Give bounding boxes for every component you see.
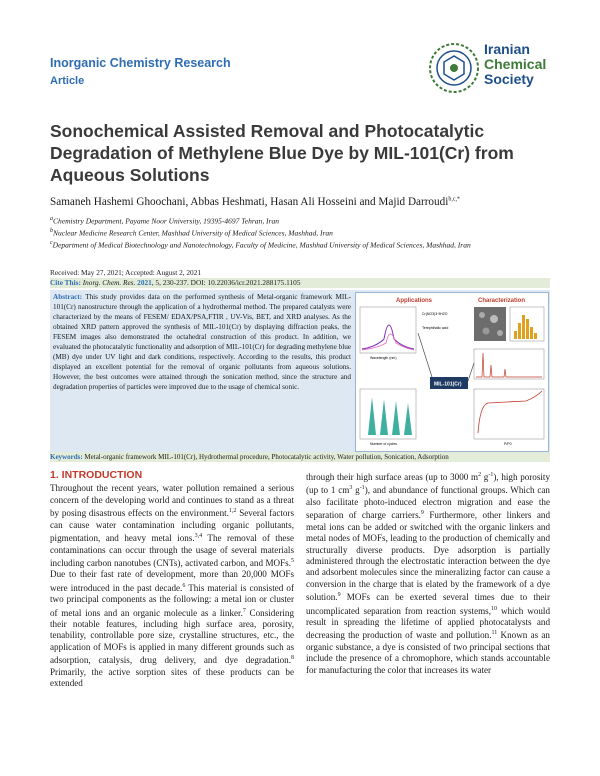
body-text: Furthermore, other linkers and metal ions can be added or switched with the organic linkers and metal nodes of MOFs, leading to the production of chemically and structurally diverse products. Dye adsorption is partially administered through the electrostatic interaction between the dye and adsorbent molecules since the mineralizing factor can cause a conversion in the charge that is elated by the framework of a dye solution. xyxy=(306,510,550,603)
ref: 10 xyxy=(491,605,497,612)
ref: -1 xyxy=(488,472,494,478)
body-text: which would result in spreading the lifetime of applied photocatalysts and decreasing the production of waste and pollution. xyxy=(306,605,550,641)
body-text: g xyxy=(352,485,360,496)
author-list xyxy=(50,196,460,208)
ga-xlabel: Wavelength (nm) xyxy=(370,356,397,360)
ga-right-title: Characterization xyxy=(478,298,526,304)
sem-image xyxy=(474,307,506,341)
body-text: ), high porosity (up to 1 cm xyxy=(306,472,550,496)
ref: 7 xyxy=(242,607,246,614)
body-column-right xyxy=(306,470,550,676)
logo-line: Society xyxy=(484,71,534,87)
ga-left-title: Applications xyxy=(396,298,433,304)
body-text: through their high surface areas (up to 3000 m xyxy=(306,472,479,483)
ref: 1,2 xyxy=(228,508,237,515)
ga-reagent: Terephthalic acid xyxy=(422,326,449,330)
body-text: Due to their fast rate of development, more than 20,000 MOFs were introduced in the past decade. xyxy=(50,569,294,593)
xrd-panel xyxy=(474,349,544,379)
keywords-text: Metal-organic framework MIL-101(Cr), Hydrothermal procedure, Photocatalytic activity, Water pollution, Sonication, Adsorption xyxy=(84,453,449,461)
society-emblem-icon xyxy=(428,42,480,94)
article-title: Sonochemical Assisted Removal and Photocatalytic Degradation of Methylene Blue Dye by MIL-101(Cr) from Aqueous Solutions xyxy=(50,121,514,185)
ga-xlabel: P/P0 xyxy=(504,442,512,446)
ref: 5 xyxy=(291,557,294,564)
author-mark: b,c,* xyxy=(448,196,460,203)
graphical-abstract xyxy=(355,292,549,452)
cite-label: Cite This: xyxy=(50,278,81,287)
affiliation: $^a$Chemistry Department, Payame Noor University, 19395-4697 Tehran, Iran xyxy=(50,216,279,226)
ga-xlabel: Number of cycles xyxy=(370,442,398,446)
cite-rest: , 5, 230-237. DOI: 10.22036/icr.2021.288175.1105 xyxy=(151,278,301,287)
article-type: Article xyxy=(50,75,85,87)
logo-line: Chemical xyxy=(484,56,547,72)
journal-name: Inorganic Chemistry Research xyxy=(50,56,231,70)
body-column-left xyxy=(50,470,294,690)
abstract-label: Abstract: xyxy=(53,293,83,301)
body-text: Throughout the recent years, water pollution remained a serious concern of the developing world and continues to stand as a threat by posing disastrous effects on the environment. xyxy=(50,483,294,519)
body-text: The removal of these contaminations can occur through the usage of several materials including carbon nanotubes (CNTs), activated carbon, and MOFs. xyxy=(50,533,294,568)
society-name xyxy=(484,42,546,87)
logo-line: Iranian xyxy=(484,41,530,57)
body-text: MOFs can be exerted several times due to their uncomplicated separation from reaction systems, xyxy=(306,592,550,616)
ref: 3 xyxy=(349,485,353,492)
authors-text: Samaneh Hashemi Ghoochani, Abbas Heshmati, Hasan Ali Hosseini and Majid Darroudi xyxy=(50,196,449,208)
graphical-abstract-figure xyxy=(356,293,548,451)
xrd-pattern xyxy=(476,353,542,377)
cite-journal: Inorg. Chem. Res. xyxy=(82,278,136,287)
keywords-label: Keywords: xyxy=(50,453,83,461)
ref: 9 xyxy=(420,510,424,517)
ref: 2 xyxy=(478,472,482,478)
cite-year: 2021 xyxy=(137,278,152,287)
affiliation: $^b$Nuclear Medicine Research Center, Mashhad University of Medical Sciences, Mashhad, Iran xyxy=(50,228,333,238)
ga-center-label: MIL-101(Cr) xyxy=(434,381,462,388)
body-text: g xyxy=(481,472,489,483)
citation-bar xyxy=(50,278,550,288)
ref: 6 xyxy=(182,582,186,589)
uv-vis-panel xyxy=(360,307,416,353)
affiliation: $^c$Department of Medical Biotechnology and Nanotechnology, Faculty of Medicine, Mashhad University of Medical Sciences, Mashhad, Iran xyxy=(50,240,471,250)
ref: 9 xyxy=(337,592,341,599)
body-text: ), and abundance of functional groups. Which can also facilitate photo-induced electron migration and ease the separation of charge carriers. xyxy=(306,485,550,521)
received-accepted-dates: Received: May 27, 2021; Accepted: August 2, 2021 xyxy=(50,268,201,277)
bet-panel xyxy=(474,389,544,439)
keywords-bar xyxy=(50,452,550,462)
body-text: Considering their notable features, including high surface area, porosity, tenability, controllable pore size, crystalline structures, etc., the application of MOFs is applied in many different grounds such as adsorption, catalysis, drug delivery, and dye degradation. xyxy=(50,607,295,666)
body-text: This material is consisted of two principal components as the following: a metal ion or cluster of metal ions and an organic molecule as a linker. xyxy=(50,582,294,618)
abstract-box xyxy=(50,290,550,452)
bet-curve xyxy=(478,391,542,433)
section-heading: 1. INTRODUCTION xyxy=(50,469,143,481)
body-text: Known as an organic substance, a dye is consisted of two principal sections that include the presence of a chromophore, which stands accountable for manufacturing the color that increases its water xyxy=(306,630,550,675)
ref: 3,4 xyxy=(194,533,203,540)
ref: 11 xyxy=(491,630,498,637)
abstract-body: This study provides data on the performed synthesis of Metal-organic framework MIL-101(Cr) nanostructure through the application of a hydrothermal method. The prepared catalysts were characterized by the means of FESEM/ EDAX/PSA,FTIR , UV-Vis, BET, and XRD analyses. As the obtained XRD pattern approved the synthesis of MIL-101(Cr) by displaying diffraction peaks, the FESEM images also demonstrated the octahedral construction of this product. In addition, we evaluated the photocatalytic functionality and adsorption of MIL-101(Cr) for degrading methylene blue (MB) dye under UV light and dark conditions, respectively. According to the results, this product displayed an excellent potential for the removal of organic pollutants from aqueous solutions. However, the best outcomes were attained through the sonication method, since the structure and degradation properties of particles were improved due to the usage of chemical sonic. xyxy=(53,293,352,392)
abstract-text xyxy=(53,292,351,392)
ga-reagent: Cr(NO3)3·9H2O xyxy=(422,312,448,316)
ref: -1 xyxy=(359,485,365,492)
ref: 8 xyxy=(291,655,294,662)
society-logo xyxy=(428,42,558,98)
body-text: Primarily, the active sorption sites of these products can be extended xyxy=(50,666,294,689)
body-text: Several factors can cause water contamination including organic pollutants, pigmentation, and heavy metal ions. xyxy=(50,508,294,544)
